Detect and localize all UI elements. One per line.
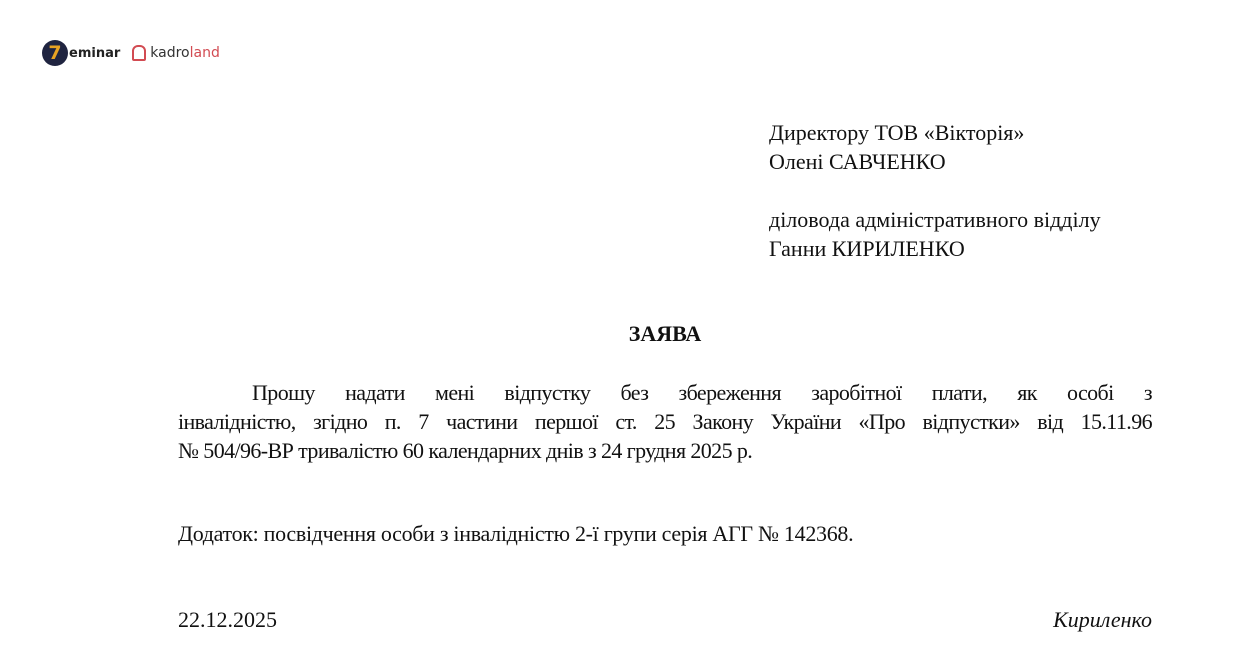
document-date: 22.12.2025 [178, 607, 277, 632]
seminar-logo-text: eminar [69, 45, 121, 61]
kadroland-logo-icon [132, 45, 146, 61]
kadroland-logo-text: kadroland [150, 45, 220, 61]
sender-line-2: Ганни КИРИЛЕНКО [769, 236, 965, 261]
body-line: Прошу надати мені відпустку без збереження заробітної плати, як особі з [252, 380, 1152, 405]
sender-line-1: діловода адміністративного відділу [769, 207, 1101, 232]
addressee-line-1: Директору ТОВ «Вікторія» [769, 120, 1025, 145]
signature: Кириленко [1053, 607, 1152, 632]
seminar-logo-icon: 7 [42, 40, 68, 66]
logos [42, 40, 220, 66]
addressee-line-2: Олені САВЧЕНКО [769, 149, 946, 174]
document-body [178, 378, 1152, 465]
document-title: ЗАЯВА [628, 321, 702, 346]
body-line: № 504/96-ВР тривалістю 60 календарних днів з 24 грудня 2025 р. [178, 438, 753, 463]
body-line: інвалідністю, згідно п. 7 частини першої ст. 25 Закону України «Про відпустки» від 15.11.96 [178, 409, 1152, 434]
attachment-note: Додаток: посвідчення особи з інвалідністю 2-ї групи серія АГГ № 142368. [178, 521, 854, 546]
